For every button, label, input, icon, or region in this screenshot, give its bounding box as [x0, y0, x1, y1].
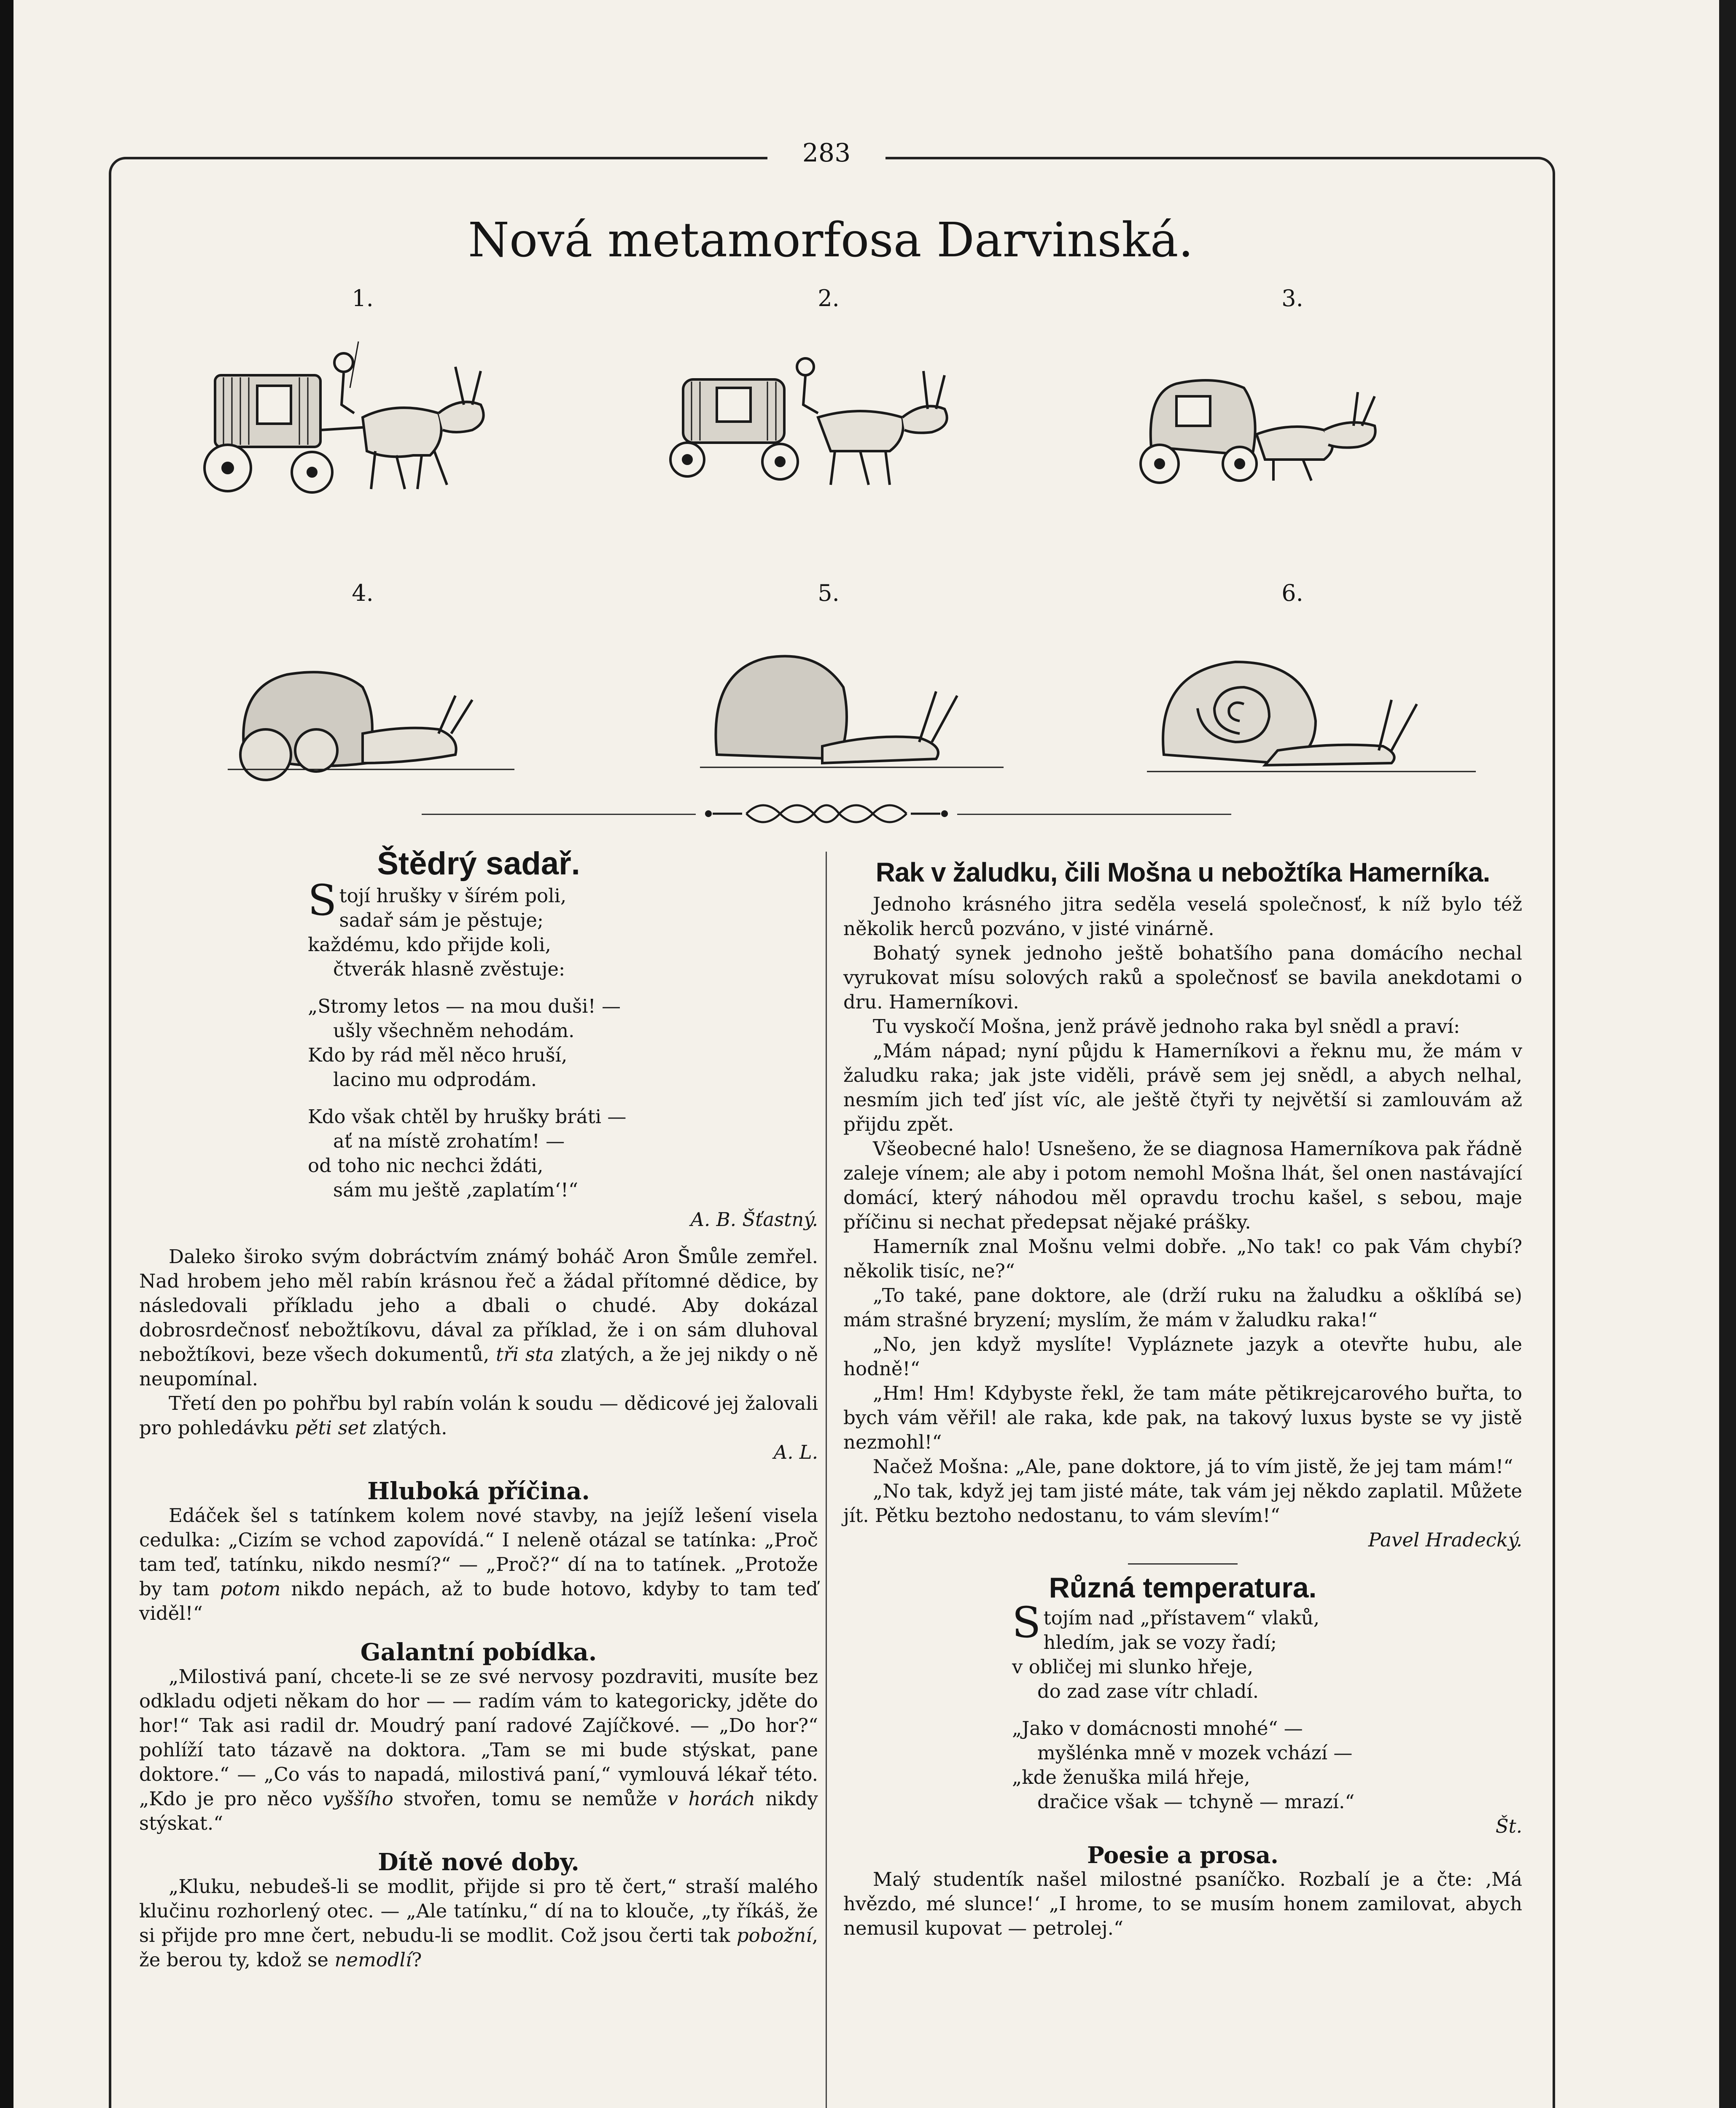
poem-line: „Stromy letos — na mou duši! —	[308, 995, 621, 1017]
galantni-paragraph	[139, 1664, 818, 1836]
dite-em: pobožní	[736, 1924, 812, 1947]
poem-line: čtverák hlasně zvěstuje:	[333, 958, 565, 980]
coach-shrinking-icon	[641, 329, 1020, 510]
poem-line: sám mu ještě ‚zaplatím‘!“	[333, 1179, 578, 1201]
galantni-title: Galantní pobídka.	[360, 1638, 597, 1666]
page-title: Nová metamorfosa Darvinská.	[468, 213, 1194, 268]
rak-paragraph: Bohatý synek jednoho ještě bohatšího pana domácího nechal vyrukovat mísu solových raků a společnosť se bavila anekdotami o dru. Hamerníkovi.	[843, 942, 1522, 1013]
ill-number-4: 4.	[352, 580, 374, 606]
hluboka-em: potom	[220, 1578, 281, 1600]
rak-paragraph: „No, jen když myslíte! Vypláznete jazyk a otevřte hubu, ale hodně!“	[843, 1333, 1522, 1380]
section-rule	[1128, 1563, 1238, 1565]
hluboka-text: Edáček šel s tatínkem kolem nové stavby, na jejíž lešení visela cedulka: „Cizím se vchod zapovídá.“ I neleně otázal se tatínka: „Proč tam teď, tatínku, nikdo nesmí?“ — „Proč?“ dí na to tatínek. „Protože by tam	[139, 1504, 818, 1600]
dite-paragraph	[139, 1874, 818, 1972]
galantni-text: „Milostivá paní, chcete-li se ze své nervosy pozdraviti, musíte bez odkladu odjeti někam do hor — — radím vám to kategoricky, jděte do hor!“ Tak asi radil dr. Moudrý paní radové Zajíčkové. — „Do hor?“ pohlíží tato tázavě na doktora. „Tam se mi bude stýskat, pane doktore.“ — „Co vás to napadá, milostivá paní,“ vymlouvá lékař této. „Kdo je pro něco	[139, 1665, 818, 1810]
galantni-em: v horách	[667, 1788, 755, 1810]
coach-with-donkey-icon	[177, 329, 557, 510]
dite-text: „Kluku, nebudeš-li se modlit, přijde si pro tě čert,“ straší malého klučinu rozhorlený otec. — „Ale tatínku,“ dí na to klouče, „ty říkáš, že si přijde pro mne čert, nebudu-li se modlit. Což jsou čerti tak	[139, 1875, 818, 1947]
rak-paragraph: „Hm! Hm! Kdybyste řekl, že tam máte pětikrejcarového buřta, to bych vám věřil! ale raka, kde pak, na takový luxus byste se vy jistě nezmohl!“	[843, 1382, 1522, 1453]
poem-line: hledím, jak se vozy řadí;	[1043, 1631, 1277, 1654]
aron-story	[139, 1245, 818, 1465]
aron-paragraph-1	[139, 1245, 818, 1391]
galantni-text: stvořen, tomu se nemůže	[403, 1788, 657, 1810]
galantni-text: nikdy stýskat.“	[139, 1788, 818, 1834]
stedry-dropcap: S	[308, 876, 337, 925]
left-column	[139, 846, 818, 1972]
aron-text: zlatých, a že jej nikdy o ně neupomínal.	[139, 1343, 818, 1390]
rak-paragraph: Jednoho krásného jitra seděla veselá společnosť, k níž bylo též několik herců pozváno, v jisté vinárně.	[843, 893, 1522, 940]
stedry-poem	[139, 876, 818, 1202]
poesie-section	[843, 1843, 1522, 1941]
hluboka-title: Hluboká příčina.	[367, 1477, 590, 1505]
ruzna-title: Různá temperatura.	[1049, 1572, 1317, 1604]
page-number: 283	[802, 138, 851, 168]
ornament-flourish-icon	[696, 793, 957, 835]
dite-em: nemodlí	[334, 1949, 412, 1971]
scan-edge-right	[1719, 0, 1736, 2108]
poem-line: „kde ženuška milá hřeje,	[1012, 1766, 1250, 1788]
poem-line: Kdo by rád měl něco hruší,	[308, 1044, 568, 1066]
aron-em: pěti set	[295, 1417, 367, 1439]
coach-snail-shell-icon	[683, 620, 1063, 801]
aron-signature: A. L.	[773, 1441, 818, 1463]
aron-text: Daleko široko svým dobráctvím známý boháč Aron Šmůle zemřel. Nad hrobem jeho měl rabín krásnou řeč a žádal přítomné dědice, by následovali příkladu jeho a dbali o chudé. Aby dokázal dobrosrdečnosť nebožtíkovu, dával za příklad, že i on sám dluhoval nebožtíkovi, beze všech dokumentů,	[139, 1245, 818, 1366]
aron-paragraph-2	[139, 1391, 818, 1440]
poem-line: myšlénka mně v mozek vchází —	[1037, 1742, 1353, 1764]
poesie-paragraph: Malý studentík našel milostné psaníčko. Rozbalí je a čte: ‚Má hvězdo, mé slunce!‘ „I hrome, to se musím honem zamilovat, abych nemusil kupovat — petrolej.“	[843, 1868, 1522, 1939]
poem-line: dračice však — tchyně — mrazí.“	[1037, 1791, 1355, 1813]
ruzna-signature: Št.	[1495, 1815, 1522, 1837]
poem-line: každému, kdo přijde koli,	[308, 933, 551, 956]
ill-number-6: 6.	[1281, 580, 1303, 606]
right-column	[843, 857, 1522, 1941]
dite-title: Dítě nové doby.	[378, 1848, 579, 1876]
ill-number-2: 2.	[818, 285, 840, 312]
rak-signature: Pavel Hradecký.	[1368, 1529, 1522, 1551]
rak-paragraph: „Mám nápad; nyní půjdu k Hamerníkovi a řeknu mu, že mám v žaludku raka; jak jste viděli, právě sem jej snědl, a abych nelhal, nesmím jich teď jíst víc, ale ještě čtyři ty největší si zamlouvám až přijdu zpět.	[843, 1040, 1522, 1135]
poem-line: „Jako v domácnosti mnohé“ —	[1012, 1717, 1303, 1740]
rak-title: Rak v žaludku, čili Mošna u nebožtíka Hamerníka.	[875, 857, 1490, 887]
hluboka-section	[139, 1479, 818, 1626]
poem-line: do zad zase vítr chladí.	[1037, 1680, 1259, 1702]
rak-paragraph: Hamerník znal Mošnu velmi dobře. „No tak! co pak Vám chybí? několik tisíc, ne?“	[843, 1235, 1522, 1282]
ill-number-3: 3.	[1281, 285, 1303, 312]
poem-line: tojím nad „přístavem“ vlaků,	[1043, 1607, 1320, 1629]
rak-paragraph: Všeobecné halo! Usnešeno, že se diagnosa Hamerníkova pak řádně zaleje vínem; ale aby i potom nemohl Mošna lhát, šel onen nastávající domácí, který náhodou měl opravdu trochu kašel, s sebou, maje příčinu si nechat předepsat nějaké prášky.	[843, 1137, 1522, 1233]
galantni-section	[139, 1640, 818, 1836]
galantni-em: vyššího	[323, 1788, 393, 1810]
rak-paragraph: Tu vyskočí Mošna, jenž právě jednoho raka byl snědl a praví:	[873, 1015, 1460, 1038]
stedry-signature: A. B. Šťastný.	[690, 1208, 818, 1231]
scan-edge-left	[0, 0, 13, 2108]
ruzna-dropcap: S	[1012, 1598, 1041, 1647]
snail-icon	[1138, 624, 1518, 805]
ill-number-5: 5.	[818, 580, 840, 606]
aron-text: zlatých.	[372, 1417, 447, 1439]
poem-line: od toho nic nechci ždáti,	[308, 1154, 544, 1177]
column-divider	[826, 852, 827, 2108]
poem-line: tojí hrušky v šírém poli,	[339, 885, 567, 907]
dite-text: , že berou ty, kdož se	[139, 1924, 818, 1971]
poem-line: ať na místě zrohatím! —	[333, 1130, 565, 1152]
poem-line: v obličej mi slunko hřeje,	[1012, 1656, 1253, 1678]
aron-text: Třetí den po pohřbu byl rabín volán k soudu — dědicové jej žalovali pro pohledávku	[139, 1392, 818, 1439]
coach-rounded-icon	[1105, 337, 1484, 519]
poem-line: ušly všechněm nehodám.	[333, 1019, 575, 1042]
rak-paragraph: „To také, pane doktore, ale (drží ruku na žaludku a ošklíbá se) mám strašné bryzení; myslím, že mám v žaludku raka!“	[843, 1284, 1522, 1331]
poesie-title: Poesie a prosa.	[1087, 1842, 1278, 1869]
rak-paragraph: Načež Mošna: „Ale, pane doktore, já to vím jistě, že jej tam mám!“	[873, 1455, 1513, 1478]
aron-em: tři sta	[496, 1343, 554, 1366]
hluboka-paragraph	[139, 1503, 818, 1626]
dite-section	[139, 1850, 818, 1972]
hluboka-text: nikdo nepách, až to bude hotovo, kdyby to tam teď viděl!“	[139, 1578, 818, 1624]
stedry-title: Štědrý sadař.	[377, 846, 580, 882]
rak-paragraph: „No tak, když jej tam jisté máte, tak vám jej někdo zaplatil. Můžete jít. Pětku beztoho nedostanu, to vám slevím!“	[843, 1480, 1522, 1527]
poem-line: Kdo však chtěl by hrušky bráti —	[308, 1105, 627, 1128]
poem-line: sadař sám je pěstuje;	[339, 909, 544, 931]
poem-line: lacino mu odprodám.	[333, 1068, 537, 1091]
ill-number-1: 1.	[352, 285, 374, 312]
ruzna-poem	[843, 1598, 1522, 1814]
dite-text: ?	[412, 1949, 422, 1971]
coach-blob-icon	[219, 628, 599, 809]
